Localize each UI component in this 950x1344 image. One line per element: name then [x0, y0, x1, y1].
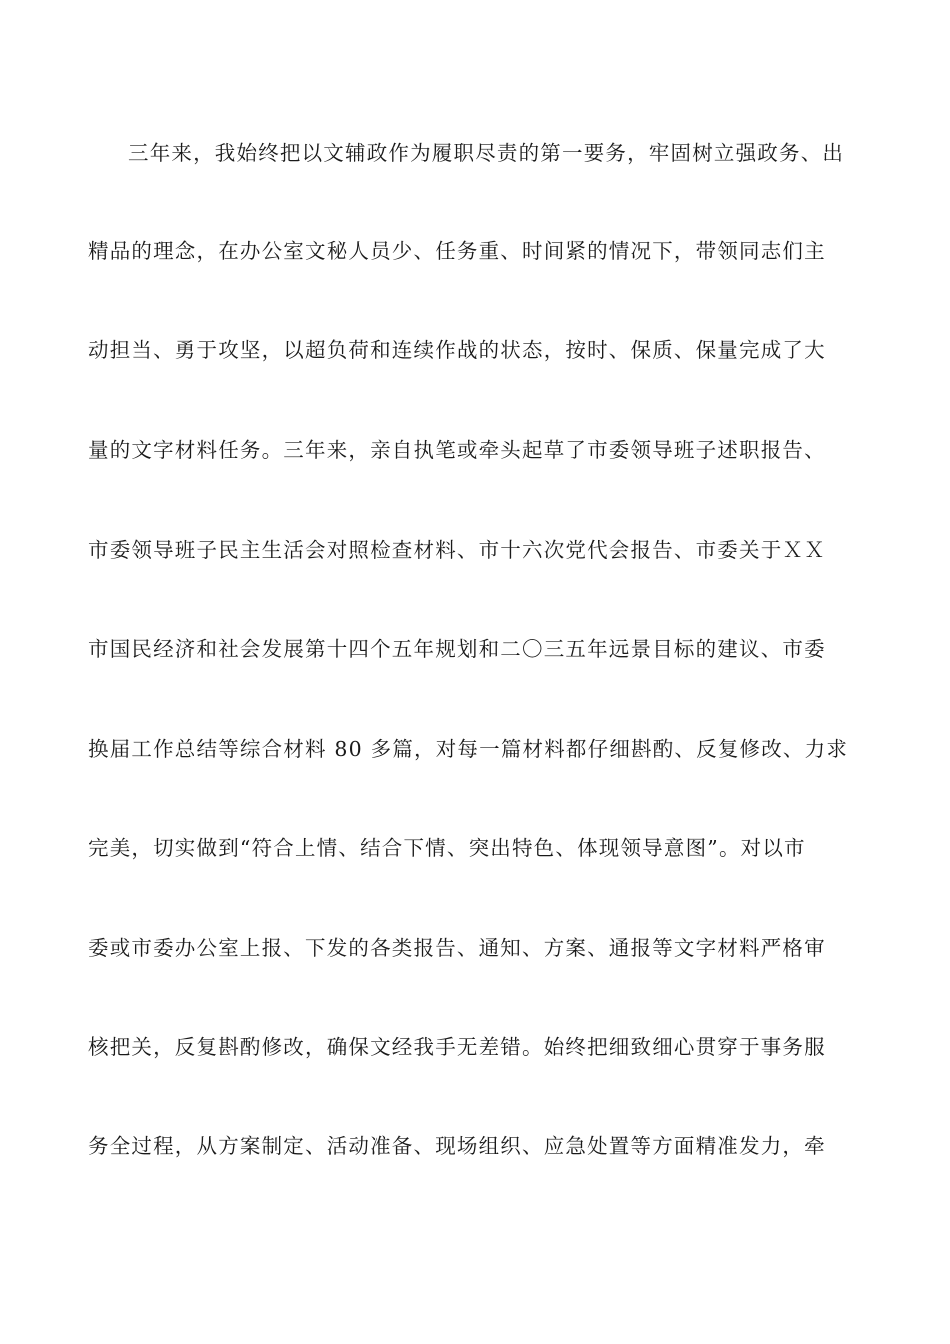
paragraph-line: 务全过程，从方案制定、活动准备、现场组织、应急处置等方面精准发力，牵 [88, 1134, 826, 1158]
paragraph-line: 市委领导班子民主生活会对照检查材料、市十六次党代会报告、市委关于ＸＸ [88, 538, 826, 562]
paragraph-line: 核把关，反复斟酌修改，确保文经我手无差错。始终把细致细心贯穿于事务服 [88, 1035, 826, 1059]
paragraph-line: 换届工作总结等综合材料 80 多篇，对每一篇材料都仔细斟酌、反复修改、力求 [88, 737, 849, 761]
paragraph-line: 委或市委办公室上报、下发的各类报告、通知、方案、通报等文字材料严格审 [88, 936, 826, 960]
paragraph-line: 量的文字材料任务。三年来，亲自执笔或牵头起草了市委领导班子述职报告、 [88, 438, 826, 462]
paragraph-line: 精品的理念，在办公室文秘人员少、任务重、时间紧的情况下，带领同志们主 [88, 239, 826, 263]
paragraph-line: 动担当、勇于攻坚，以超负荷和连续作战的状态，按时、保质、保量完成了大 [88, 338, 826, 362]
paragraph-line: 三年来，我始终把以文辅政作为履职尽责的第一要务，牢固树立强政务、出 [128, 141, 845, 165]
paragraph-line: 市国民经济和社会发展第十四个五年规划和二〇三五年远景目标的建议、市委 [88, 637, 826, 661]
paragraph-line: 完美，切实做到“符合上情、结合下情、突出特色、体现领导意图”。对以市 [88, 836, 806, 860]
